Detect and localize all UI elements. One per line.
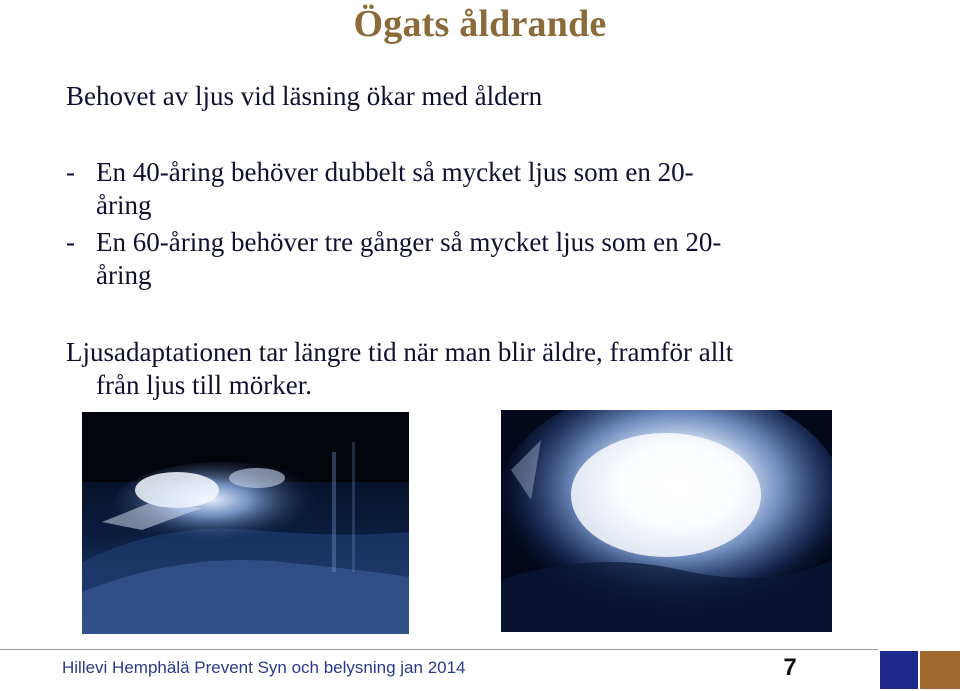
eye-photo-older-graphic [501,410,832,632]
bullet-marker: - [66,157,75,187]
bullet-text-line: En 40-åring behöver dubbelt så mycket ljus som en 20- [96,157,694,187]
slide-title: Ögats åldrande [353,3,607,45]
intro-text: Behovet av ljus vid läsning ökar med åldern [66,81,543,111]
bullet-marker: - [66,227,75,257]
footer-divider [0,649,878,650]
eye-photo-young [82,412,409,634]
footer-text: Hillevi Hemphälä Prevent Syn och belysning jan 2014 [62,658,466,677]
bullet-item [66,156,866,222]
paragraph-line: Ljusadaptationen tar längre tid när man blir äldre, framför allt [66,337,734,367]
paragraph-line: från ljus till mörker. [96,370,312,400]
eye-photo-older [501,410,832,632]
bullet-list [66,156,866,296]
footer-brown-square [920,651,960,689]
eye-photo-young-graphic [82,412,409,634]
bullet-text-line: åring [96,190,152,220]
adaptation-paragraph [66,336,896,402]
footer-blue-square [880,651,918,689]
bullet-text-line: En 60-åring behöver tre gånger så mycket ljus som en 20- [96,227,722,257]
page-number: 7 [783,654,797,681]
bullet-item [66,226,866,292]
bullet-text-line: åring [96,260,152,290]
